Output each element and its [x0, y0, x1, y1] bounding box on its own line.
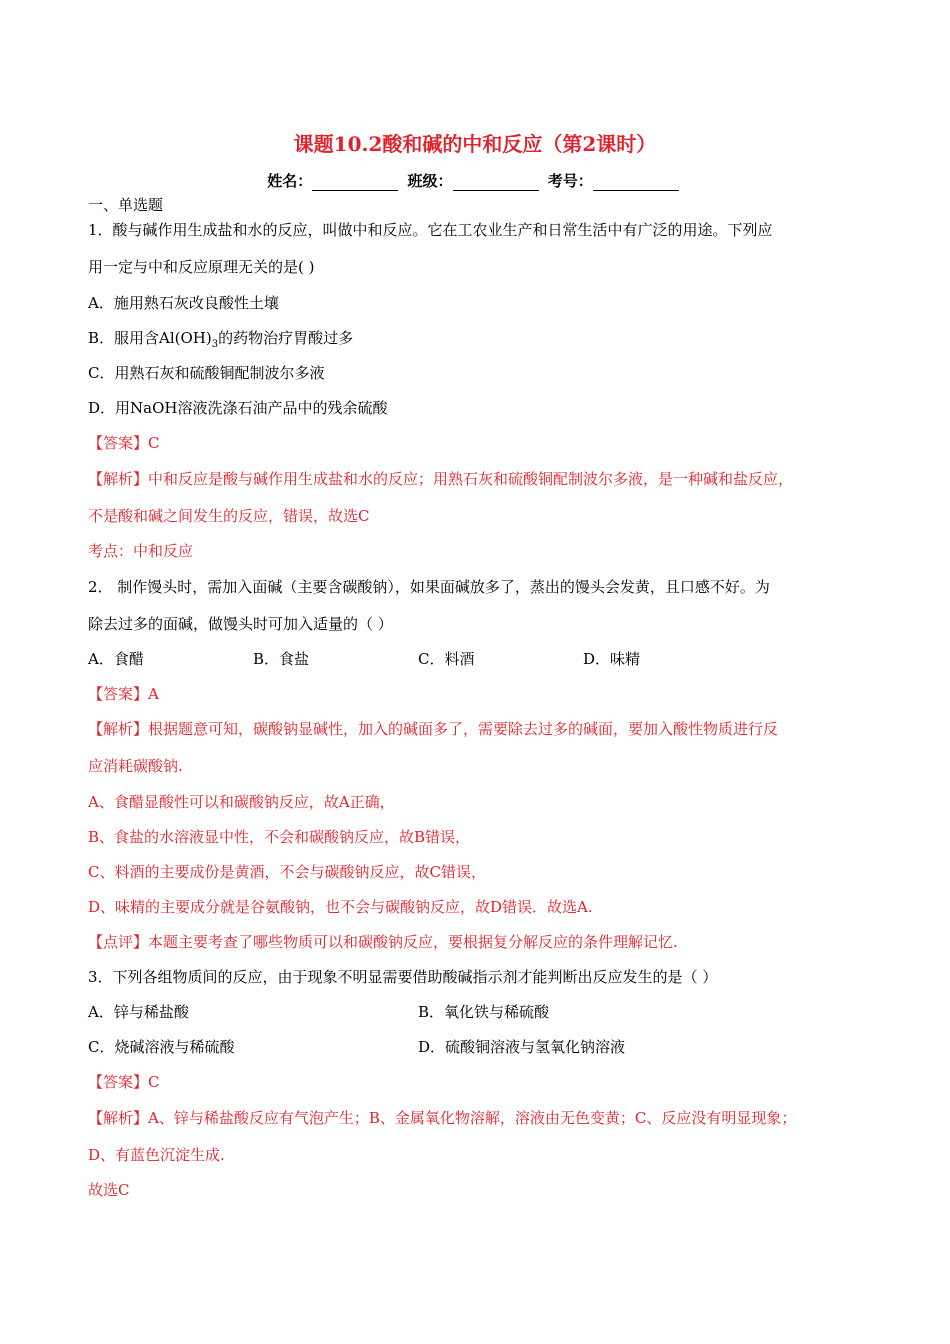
q1-option-a: A．施用熟石灰改良酸性土壤 [88, 294, 279, 312]
q2-analysis-c: C、料酒的主要成份是黄酒，不会与碳酸钠反应，故C错误， [88, 863, 486, 881]
q3-answer: 【答案】C [88, 1073, 160, 1091]
page-title: 课题10.2酸和碱的中和反应（第2课时） [293, 132, 657, 156]
q1-option-b-subscript: 3 [211, 339, 219, 350]
q3-stem: 3．下列各组物质间的反应，由于现象不明显需要借助酸碱指示剂才能判断出反应发生的是（ ） [88, 968, 718, 986]
q2-comment: 【点评】本题主要考查了哪些物质可以和碳酸钠反应，要根据复分解反应的条件理解记忆. [88, 933, 678, 951]
q2-stem-line1: 2． 制作馒头时，需加入面碱（主要含碳酸钠），如果面碱放多了，蒸出的馒头会发黄，且口感不好。为 [88, 578, 770, 596]
q3-option-a: A．锌与稀盐酸 [88, 1003, 189, 1021]
q2-analysis-line2: 应消耗碳酸钠. [88, 757, 183, 775]
q2-option-a: A．食醋 [88, 650, 144, 668]
class-blank[interactable] [453, 176, 539, 191]
q1-kaodian: 考点：中和反应 [88, 542, 194, 560]
q2-option-c: C．料酒 [418, 650, 475, 668]
q2-analysis-b: B、食盐的水溶液显中性，不会和碳酸钠反应，故B错误， [88, 828, 471, 846]
name-label: 姓名： [267, 172, 313, 190]
q1-stem-line1: 1．酸与碱作用生成盐和水的反应，叫做中和反应。它在工农业生产和日常生活中有广泛的用途。下列应 [88, 221, 773, 239]
q3-analysis-line1: 【解析】A、锌与稀盐酸反应有气泡产生；B、金属氧化物溶解，溶液由无色变黄；C、反应没有明显现象； [88, 1109, 797, 1127]
q3-analysis-line2: D、有蓝色沉淀生成. [88, 1146, 225, 1164]
student-info-fields [0, 170, 950, 191]
q3-conclusion: 故选C [88, 1181, 130, 1199]
name-blank[interactable] [312, 176, 398, 191]
q2-option-d: D．味精 [583, 650, 641, 668]
q2-stem-line2: 除去过多的面碱，做馒头时可加入适量的（ ） [88, 615, 393, 633]
exam-number-blank[interactable] [593, 176, 679, 191]
exam-number-label: 考号： [547, 172, 593, 190]
q2-analysis-a: A、食醋显酸性可以和碳酸钠反应，故A正确， [88, 793, 395, 811]
q1-analysis-line2: 不是酸和碱之间发生的反应，错误，故选C [88, 507, 370, 525]
q3-option-c: C．烧碱溶液与稀硫酸 [88, 1038, 235, 1056]
q1-option-b [88, 327, 353, 350]
q2-answer: 【答案】A [88, 685, 159, 703]
q2-option-b: B．食盐 [253, 650, 310, 668]
section-heading: 一、单选题 [88, 196, 164, 214]
q2-analysis-line1: 【解析】根据题意可知，碳酸钠显碱性，加入的碱面多了，需要除去过多的碱面，要加入酸性物质进行反 [88, 720, 779, 738]
q2-analysis-d: D、味精的主要成分就是谷氨酸钠，也不会与碳酸钠反应，故D错误．故选A. [88, 898, 593, 916]
q3-option-b: B．氧化铁与稀硫酸 [418, 1003, 550, 1021]
q1-stem-line2: 用一定与中和反应原理无关的是( ) [88, 258, 315, 276]
q1-analysis-line1: 【解析】中和反应是酸与碱作用生成盐和水的反应；用熟石灰和硫酸铜配制波尔多液，是一种碱和盐反应， [88, 470, 794, 488]
q1-answer: 【答案】C [88, 434, 160, 452]
class-label: 班级： [407, 172, 453, 190]
q1-option-b-pre: B．服用含Al(OH) [88, 329, 212, 347]
q1-option-c: C．用熟石灰和硫酸铜配制波尔多液 [88, 364, 325, 382]
q3-option-d: D．硫酸铜溶液与氢氧化钠溶液 [418, 1038, 626, 1056]
q1-option-b-post: 的药物治疗胃酸过多 [218, 329, 354, 347]
q1-option-d: D．用NaOH溶液洗涤石油产品中的残余硫酸 [88, 399, 388, 417]
